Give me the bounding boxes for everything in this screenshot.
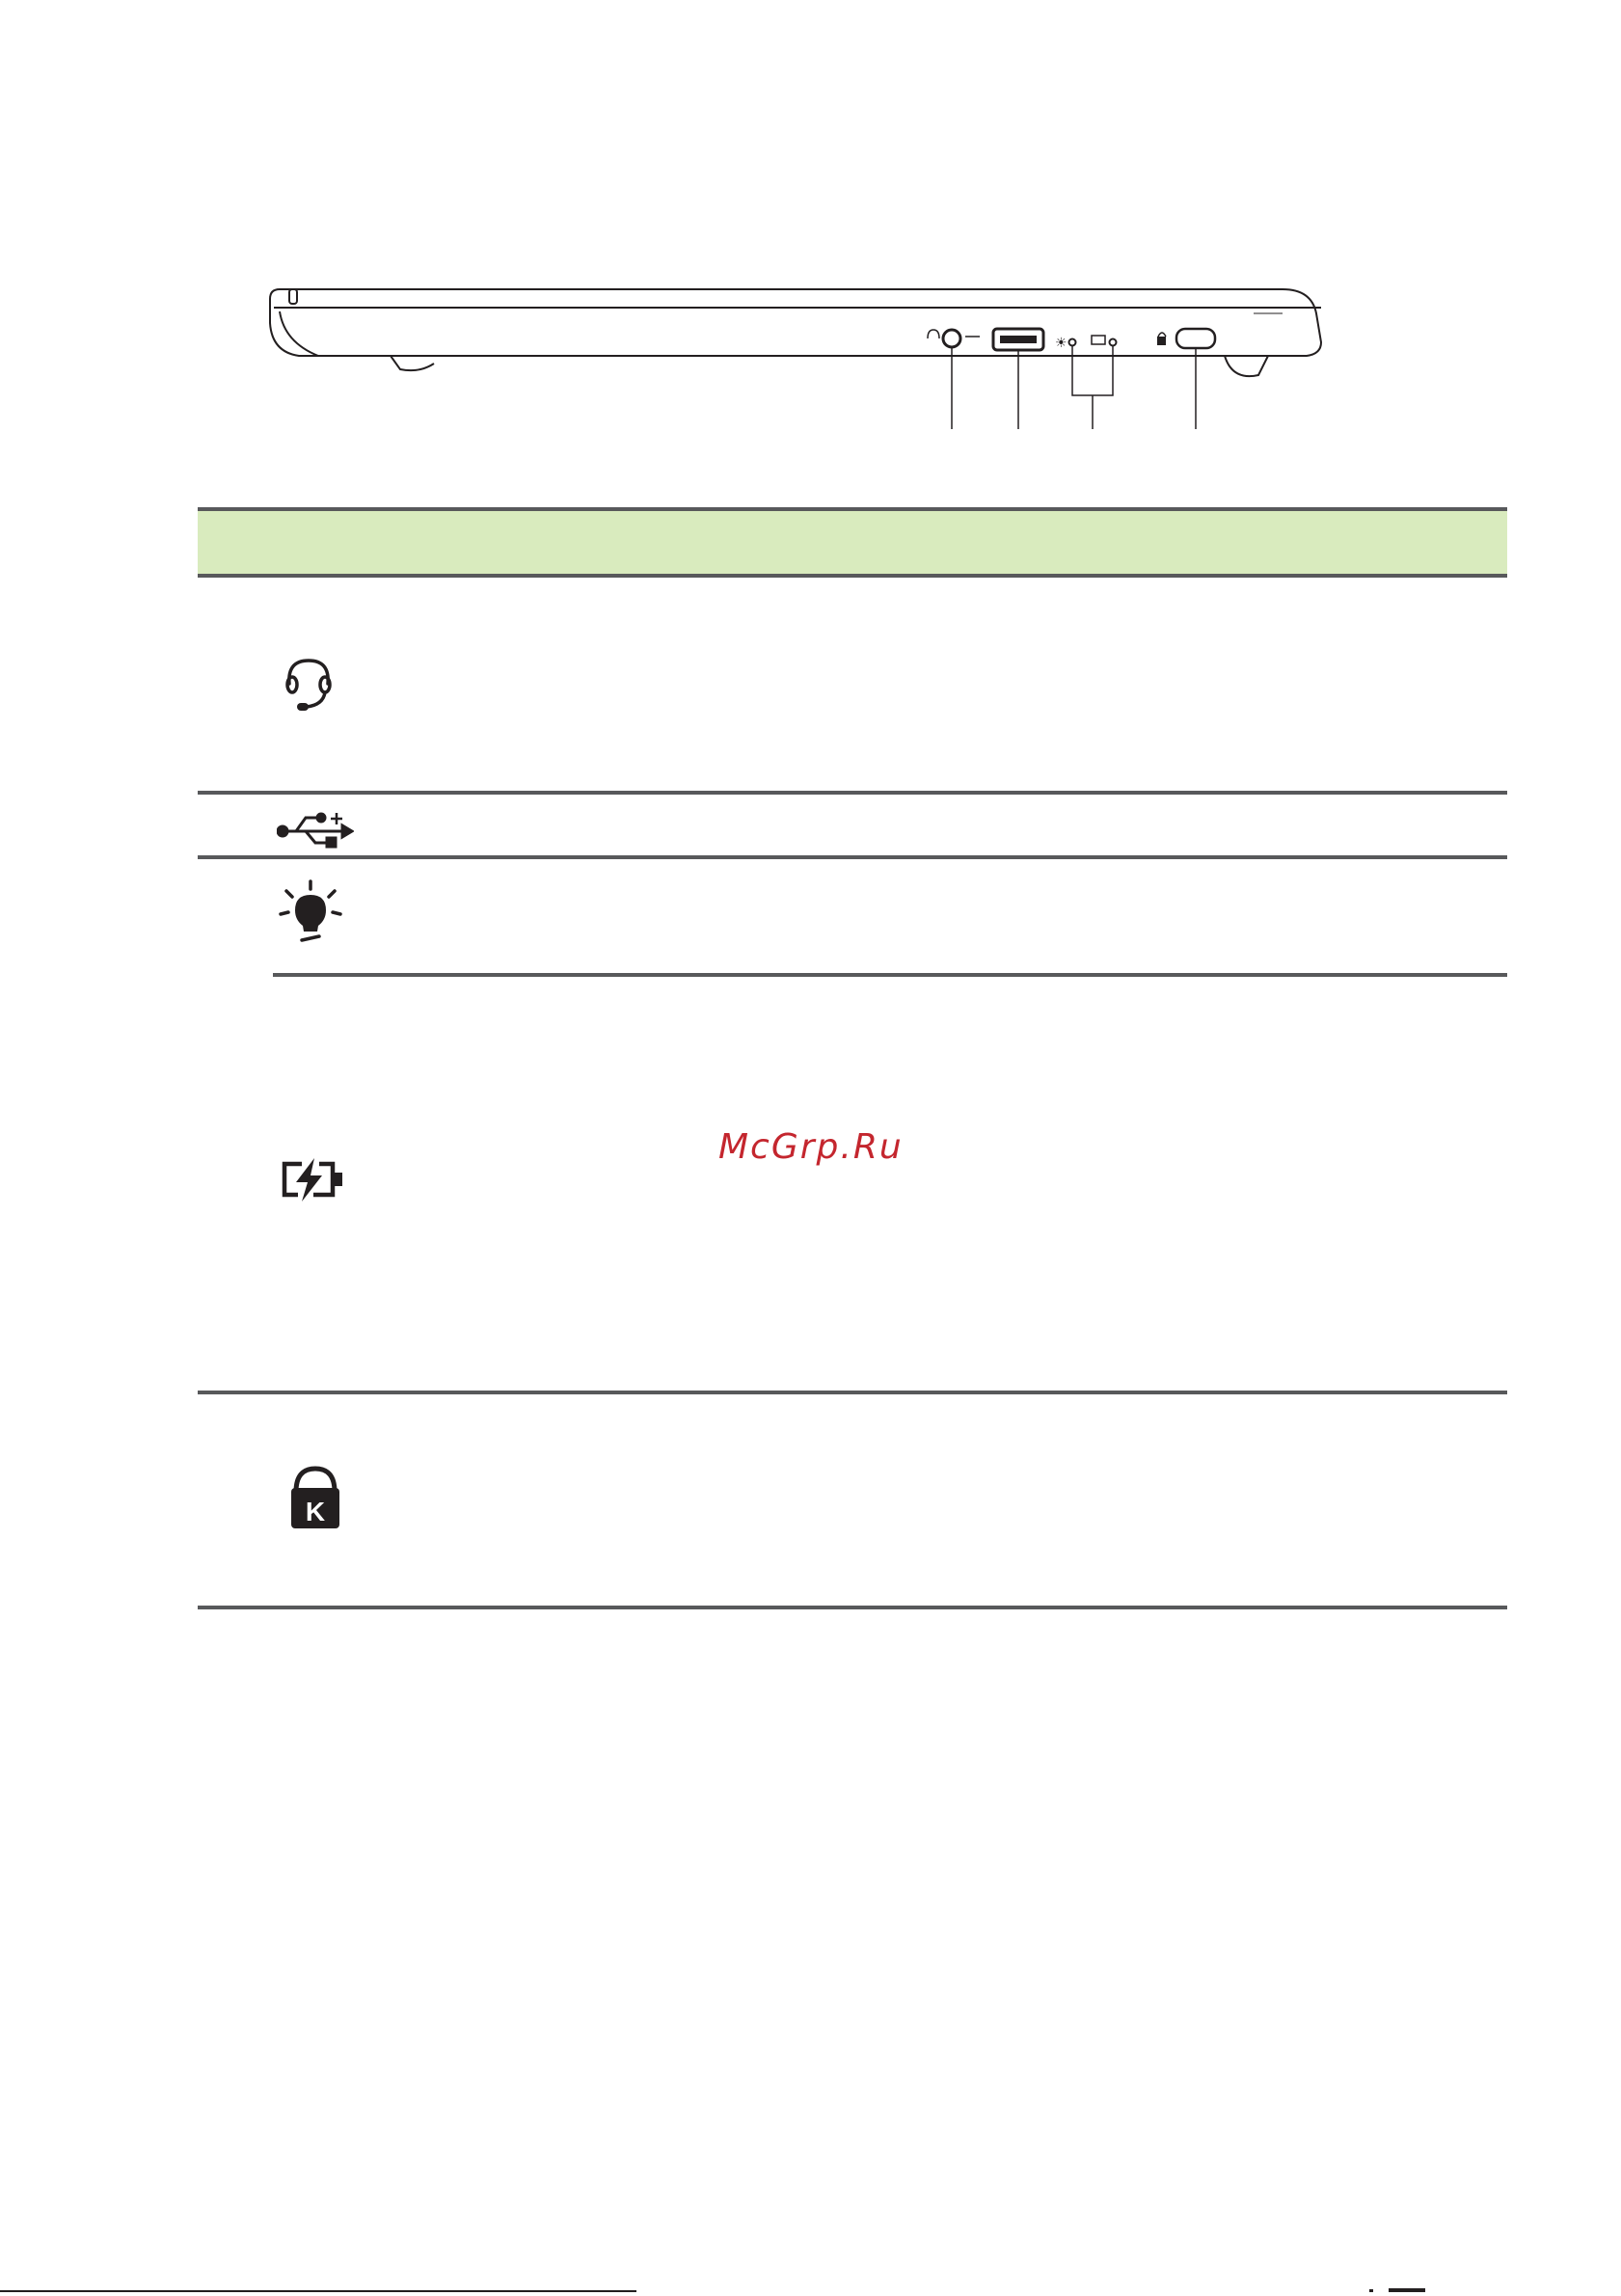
usb-icon (277, 810, 354, 849)
port-description-table (198, 510, 1507, 1609)
table-header-rule (198, 574, 1507, 578)
svg-text:K: K (305, 1497, 326, 1526)
footer-mark (1369, 2288, 1427, 2292)
table-bottom-rule (198, 1606, 1507, 1609)
headset-icon (280, 653, 338, 720)
kensington-lock-icon (286, 1465, 344, 1532)
table-row-divider (198, 1391, 1507, 1394)
battery-charging-icon (279, 1158, 350, 1202)
table-row-divider (198, 855, 1507, 859)
table-row-divider (273, 973, 1507, 977)
footer-rule (0, 2290, 636, 2292)
table-header-row (198, 510, 1507, 575)
table-top-rule (198, 507, 1507, 511)
svg-text:☀: ☀ (1055, 336, 1067, 351)
light-bulb-icon (277, 879, 344, 947)
watermark-text: McGrp.Ru (718, 1127, 904, 1167)
laptop-right-side-illustration (260, 275, 1331, 439)
table-row-divider (198, 791, 1507, 795)
